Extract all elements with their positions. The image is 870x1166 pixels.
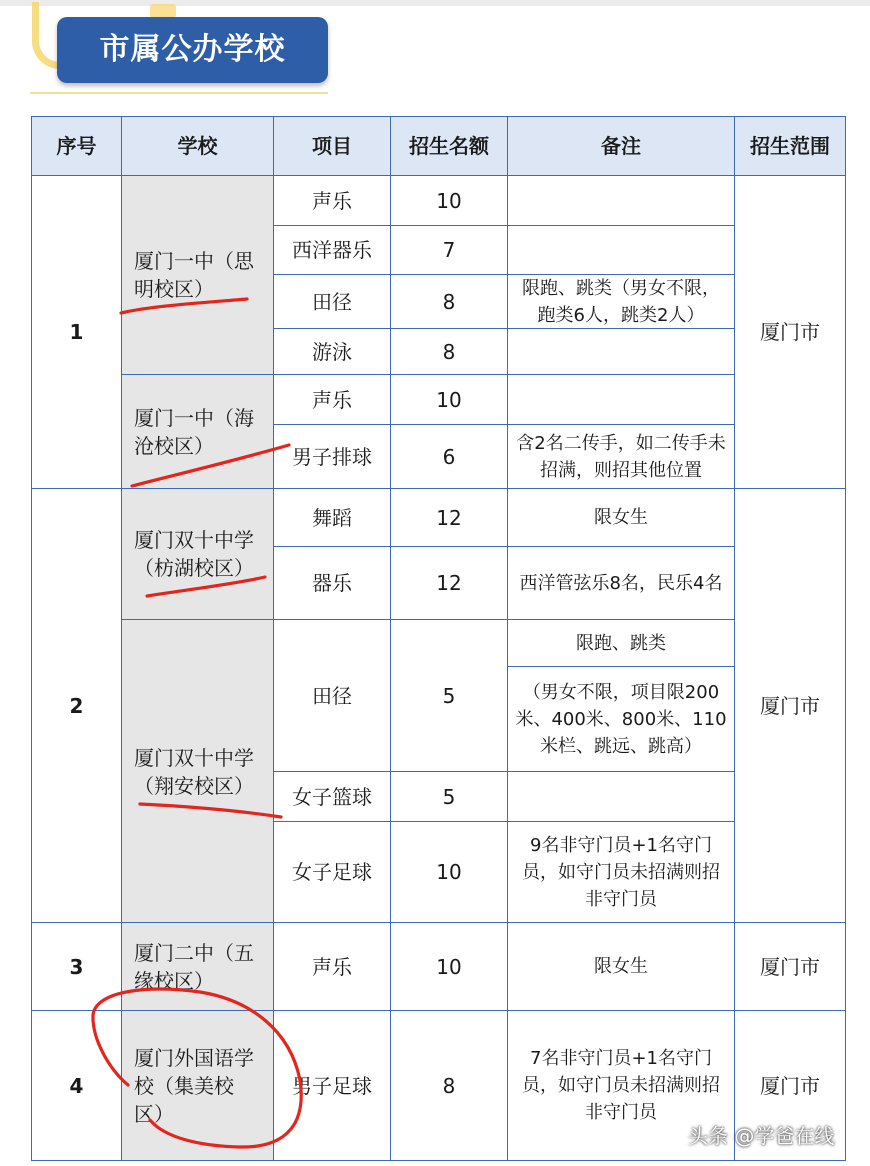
quota-cell: 7 [390,225,507,274]
item-cell: 田径 [273,274,390,328]
section-title: 市属公办学校 [57,17,328,83]
seq-cell-4: 4 [31,1010,121,1160]
note-cell [507,175,734,225]
range-cell: 厦门市 [734,488,845,922]
note-cell: 7名非守门员+1名守门员，如守门员未招满则招非守门员 [507,1010,734,1160]
header-quota: 招生名额 [390,116,507,175]
item-cell: 女子足球 [273,821,390,922]
school-cell: 厦门双十中学（翔安校区） [121,619,273,922]
school-cell: 厦门外国语学校（集美校区） [121,1010,273,1160]
range-cell: 厦门市 [734,1010,845,1160]
header-seq: 序号 [31,116,121,175]
note-cell: 西洋管弦乐8名，民乐4名 [507,546,734,619]
header-school: 学校 [121,116,273,175]
item-cell: 女子篮球 [273,771,390,821]
decoration-bar [150,4,176,18]
range-cell: 厦门市 [734,922,845,1010]
item-cell: 器乐 [273,546,390,619]
note-cell [507,225,734,274]
item-cell: 舞蹈 [273,488,390,546]
quota-cell: 8 [390,1010,507,1160]
table-border-right [845,116,846,1160]
quota-cell: 5 [390,619,507,771]
quota-cell: 6 [390,424,507,488]
note-cell: 限跑、跳类（男女不限，跑类6人，跳类2人） [507,274,734,328]
note-cell: 含2名二传手，如二传手未招满，则招其他位置 [507,424,734,488]
school-cell: 厦门一中（思明校区） [121,175,273,374]
note-cell: 限女生 [507,488,734,546]
item-cell: 西洋器乐 [273,225,390,274]
school-cell: 厦门一中（海沧校区） [121,374,273,488]
quota-cell: 12 [390,546,507,619]
note-cell: 限跑、跳类 [507,619,734,666]
header-range: 招生范围 [734,116,845,175]
quota-cell: 8 [390,328,507,374]
quota-cell: 10 [390,175,507,225]
item-cell: 声乐 [273,175,390,225]
item-cell: 田径 [273,619,390,771]
top-strip [0,0,870,6]
quota-cell: 10 [390,922,507,1010]
note-cell [507,374,734,424]
table-border-bottom [31,1160,846,1161]
school-cell: 厦门二中（五缘校区） [121,922,273,1010]
quota-cell: 8 [390,274,507,328]
range-cell: 厦门市 [734,175,845,488]
note-cell [507,328,734,374]
seq-cell-3: 3 [31,922,121,1010]
quota-cell: 12 [390,488,507,546]
school-cell: 厦门双十中学（枋湖校区） [121,488,273,619]
note-cell [507,771,734,821]
quota-cell: 5 [390,771,507,821]
note-cell: （男女不限，项目限200米、400米、800米、110米栏、跳远、跳高） [507,666,734,771]
quota-cell: 10 [390,821,507,922]
note-cell: 限女生 [507,922,734,1010]
note-cell: 9名非守门员+1名守门员，如守门员未招满则招非守门员 [507,821,734,922]
title-underline [30,92,328,94]
item-cell: 声乐 [273,922,390,1010]
watermark: 头条 @学爸在线 [688,1124,835,1148]
item-cell: 男子足球 [273,1010,390,1160]
header-item: 项目 [273,116,390,175]
header-note: 备注 [507,116,734,175]
item-cell: 声乐 [273,374,390,424]
seq-cell-1: 1 [31,175,121,488]
item-cell: 男子排球 [273,424,390,488]
quota-cell: 10 [390,374,507,424]
seq-cell-2: 2 [31,488,121,922]
item-cell: 游泳 [273,328,390,374]
